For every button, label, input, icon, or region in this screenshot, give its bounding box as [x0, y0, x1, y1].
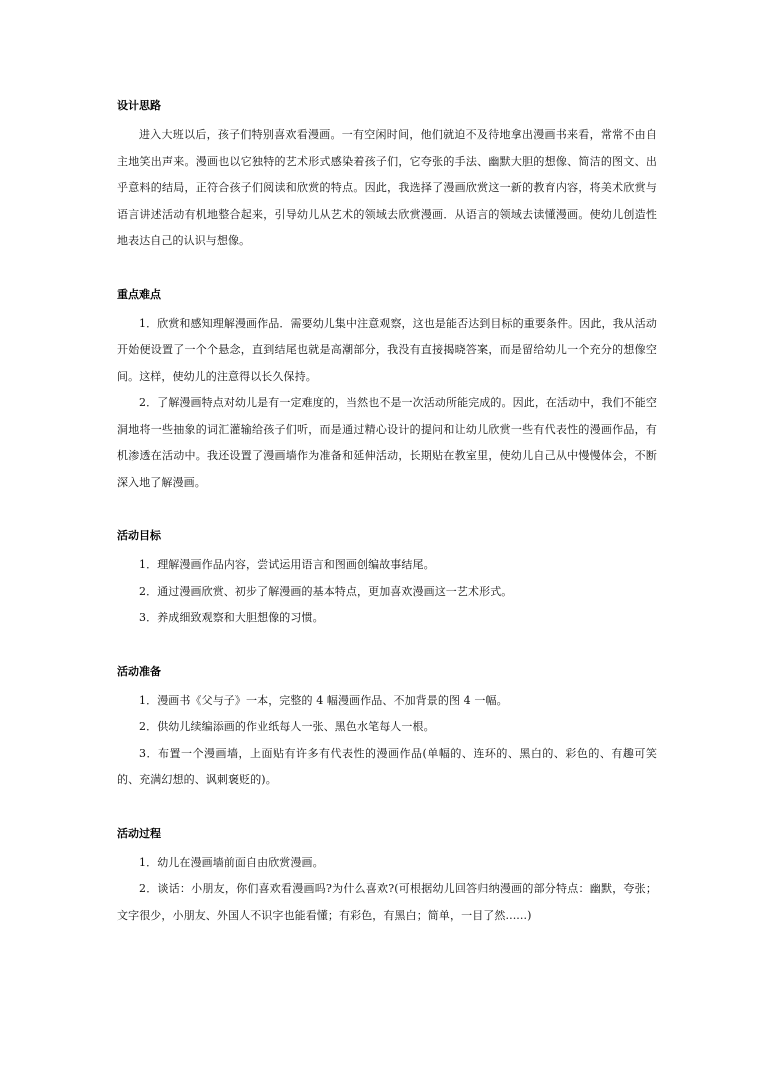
paragraph: 进入大班以后，孩子们特别喜欢看漫画。一有空闲时间，他们就迫不及待地拿出漫画书来看，常常不由自主地笑出声来。漫画也以它独特的艺术形式感染着孩子们，它夸张的手法、幽默大胆的想像、简洁的图文、出乎意料的结局，正符合孩子们阅读和欣赏的特点。因此，我选择了漫画欣赏这一新的教育内容，将美术欣赏与语言讲述活动有机地整合起来，引导幼儿从艺术的领域去欣赏漫画．从语言的领域去读懂漫画。使幼儿创造性地表达自己的认识与想像。	[117, 128, 657, 247]
section-heading: 活动准备	[117, 664, 161, 678]
section-heading: 重点难点	[117, 287, 161, 301]
paragraph: 1．幼儿在漫画墙前面自由欣赏漫画。	[139, 855, 324, 869]
section-design-idea	[117, 96, 657, 255]
paragraph: 3．布置一个漫画墙，上面贴有许多有代表性的漫画作品(单幅的、连环的、黑白的、彩色的、有趣可笑的、充满幻想的、讽刺褒贬的)。	[117, 746, 657, 786]
section-heading: 活动目标	[117, 529, 161, 542]
section-spacer	[117, 496, 657, 526]
paragraph: 1．欣赏和感知理解漫画作品．需要幼儿集中注意观察，这也是能否达到目标的重要条件。因此，我从活动开始便设置了一个个悬念，直到结尾也就是高潮部分，我没有直接揭晓答案，而是留给幼儿一个充分的想像空间。这样，使幼儿的注意得以长久保持。	[117, 316, 657, 383]
section-spacer	[117, 632, 657, 662]
paragraph: 3．养成细致观察和大胆想像的习惯。	[139, 611, 324, 624]
section-spacer	[117, 794, 657, 824]
section-activity-process	[117, 824, 657, 930]
section-key-points	[117, 285, 657, 497]
paragraph: 2．通过漫画欣赏、初步了解漫画的基本特点，更加喜欢漫画这一艺术形式。	[139, 584, 513, 598]
section-activity-preparation	[117, 662, 657, 794]
section-heading: 设计思路	[117, 99, 161, 112]
section-heading: 活动过程	[117, 826, 161, 840]
document-body	[117, 96, 657, 929]
section-spacer	[117, 255, 657, 285]
paragraph: 1．漫画书《父与子》一本，完整的 4 幅漫画作品、不加背景的图 4 一幅。	[139, 693, 508, 707]
paragraph: 1．理解漫画作品内容，尝试运用语言和图画创编故事结尾。	[139, 558, 435, 571]
paragraph: 2．供幼儿续编添画的作业纸每人一张、黑色水笔每人一根。	[139, 720, 435, 733]
section-activity-goals	[117, 526, 657, 632]
paragraph: 2．了解漫画特点对幼儿是有一定难度的，当然也不是一次活动所能完成的。因此，在活动中，我们不能空洞地将一些抽象的词汇灌输给孩子们听，而是通过精心设计的提问和让幼儿欣赏一些有代表性的漫画作品，有机渗透在活动中。我还设置了漫画墙作为准备和延伸活动，长期贴在教室里，使幼儿自己从中慢慢体会，不断深入地了解漫画。	[117, 396, 657, 489]
paragraph: 2．谈话：小朋友，你们喜欢看漫画吗?为什么喜欢?(可根据幼儿回答归纳漫画的部分特点：幽默，夸张；文字很少，小朋友、外国人不识字也能看懂；有彩色，有黑白；简单，一目了然......)	[117, 882, 657, 922]
